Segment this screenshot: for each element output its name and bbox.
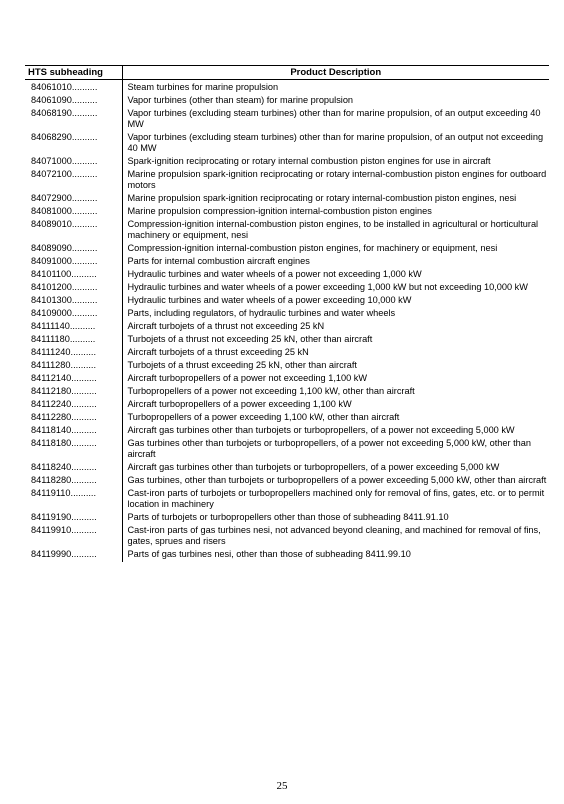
table-row xyxy=(25,308,549,321)
product-description-cell: Turbojets of a thrust not exceeding 25 kN, other than aircraft xyxy=(127,334,373,344)
product-description-cell: Hydraulic turbines and water wheels of a power not exceeding 1,000 kW xyxy=(127,269,422,279)
hts-code-cell: 84071000.......... xyxy=(25,156,122,169)
product-description-cell: Parts of gas turbines nesi, other than those of subheading 8411.99.10 xyxy=(127,549,411,559)
table-row xyxy=(25,334,549,347)
table-row xyxy=(25,360,549,373)
hts-code-cell: 84118240.......... xyxy=(25,462,122,475)
hts-code-cell: 84111240.......... xyxy=(25,347,122,360)
hts-code-cell: 84111140.......... xyxy=(25,321,122,334)
hts-code-cell: 84118180.......... xyxy=(25,438,122,462)
product-description-cell: Aircraft gas turbines other than turbojets or turbopropellers, of a power exceeding 5,000 kW xyxy=(127,462,500,472)
product-description-cell: Marine propulsion compression-ignition internal-combustion piston engines xyxy=(127,206,432,216)
table-header xyxy=(25,66,549,80)
table-row xyxy=(25,412,549,425)
table-row xyxy=(25,169,549,193)
product-description-cell: Marine propulsion spark-ignition reciprocating or rotary internal-combustion piston engines for outboard motors xyxy=(127,169,547,190)
table-row xyxy=(25,438,549,462)
product-description-cell: Aircraft turbopropellers of a power not exceeding 1,100 kW xyxy=(127,373,368,383)
product-description-cell: Aircraft turbopropellers of a power exceeding 1,100 kW xyxy=(127,399,352,409)
table-row xyxy=(25,269,549,282)
hts-code-cell: 84068190.......... xyxy=(25,108,122,132)
product-description-cell: Cast-iron parts of turbojets or turbopropellers machined only for removal of fins, gates, etc. or to permit location in machinery xyxy=(127,488,545,509)
table-row xyxy=(25,512,549,525)
product-description-cell: Aircraft gas turbines other than turbojets or turbopropellers, of a power not exceeding 5,000 kW xyxy=(127,425,515,435)
hts-table-container xyxy=(25,65,549,562)
table-row xyxy=(25,321,549,334)
product-description-cell: Compression-ignition internal-combustion piston engines, for machinery or equipment, nesi xyxy=(127,243,498,253)
hts-code-cell: 84118140.......... xyxy=(25,425,122,438)
table-row xyxy=(25,108,549,132)
hts-code-cell: 84112180.......... xyxy=(25,386,122,399)
hts-code-cell: 84119990.......... xyxy=(25,549,122,562)
product-description-cell: Hydraulic turbines and water wheels of a power exceeding 1,000 kW but not exceeding 10,000 kW xyxy=(127,282,528,292)
hts-code-cell: 84118280.......... xyxy=(25,475,122,488)
product-description-cell: Compression-ignition internal-combustion piston engines, to be installed in agricultural or horticultural machinery or equipment, nesi xyxy=(127,219,539,240)
table-body xyxy=(25,80,549,563)
product-description-cell: Aircraft turbojets of a thrust not exceeding 25 kN xyxy=(127,321,325,331)
product-description-cell: Vapor turbines (other than steam) for marine propulsion xyxy=(127,95,354,105)
table-row xyxy=(25,373,549,386)
product-description-cell: Parts for internal combustion aircraft engines xyxy=(127,256,310,266)
table-row xyxy=(25,193,549,206)
table-row xyxy=(25,282,549,295)
table-row xyxy=(25,386,549,399)
product-description-cell: Parts of turbojets or turbopropellers other than those of subheading 8411.91.10 xyxy=(127,512,449,522)
product-description-cell: Aircraft turbojets of a thrust exceeding 25 kN xyxy=(127,347,309,357)
header-row xyxy=(25,66,549,80)
hts-code-cell: 84061090.......... xyxy=(25,95,122,108)
hts-code-cell: 84089010.......... xyxy=(25,219,122,243)
table-row xyxy=(25,256,549,269)
table-row xyxy=(25,425,549,438)
hts-code-cell: 84119910.......... xyxy=(25,525,122,549)
table-row xyxy=(25,475,549,488)
hts-code-cell: 84068290.......... xyxy=(25,132,122,156)
hts-code-cell: 84072900.......... xyxy=(25,193,122,206)
hts-code-cell: 84111180.......... xyxy=(25,334,122,347)
hts-code-cell: 84101300.......... xyxy=(25,295,122,308)
product-description-cell: Parts, including regulators, of hydraulic turbines and water wheels xyxy=(127,308,396,318)
table-row xyxy=(25,132,549,156)
product-description-cell: Hydraulic turbines and water wheels of a power exceeding 10,000 kW xyxy=(127,295,412,305)
product-description-cell: Gas turbines, other than turbojets or turbopropellers of a power exceeding 5,000 kW, other than aircraft xyxy=(127,475,547,485)
product-description-cell: Steam turbines for marine propulsion xyxy=(127,82,279,92)
hts-code-cell: 84061010.......... xyxy=(25,80,122,96)
hts-table xyxy=(25,65,549,562)
product-description-cell: Marine propulsion spark-ignition reciprocating or rotary internal-combustion piston engines, nesi xyxy=(127,193,517,203)
header-hts-subheading: HTS subheading xyxy=(25,66,122,80)
table-row xyxy=(25,399,549,412)
product-description-cell: Spark-ignition reciprocating or rotary internal combustion piston engines for use in aircraft xyxy=(127,156,491,166)
hts-code-cell: 84111280.......... xyxy=(25,360,122,373)
table-row xyxy=(25,488,549,512)
table-row xyxy=(25,295,549,308)
hts-code-cell: 84072100.......... xyxy=(25,169,122,193)
table-row xyxy=(25,525,549,549)
hts-code-cell: 84089090.......... xyxy=(25,243,122,256)
hts-code-cell: 84101100.......... xyxy=(25,269,122,282)
product-description-cell: Gas turbines other than turbojets or turbopropellers, of a power not exceeding 5,000 kW, other than aircraft xyxy=(127,438,531,459)
header-product-description: Product Description xyxy=(122,66,549,80)
table-row xyxy=(25,219,549,243)
table-row xyxy=(25,347,549,360)
product-description-cell: Turbojets of a thrust exceeding 25 kN, other than aircraft xyxy=(127,360,357,370)
product-description-cell: Cast-iron parts of gas turbines nesi, not advanced beyond cleaning, and machined for removal of fins, gates, sprues and risers xyxy=(127,525,541,546)
table-row xyxy=(25,243,549,256)
product-description-cell: Vapor turbines (excluding steam turbines) other than for marine propulsion, of an output not exceeding 40 MW xyxy=(127,132,544,153)
table-row xyxy=(25,156,549,169)
table-row xyxy=(25,206,549,219)
hts-code-cell: 84119190.......... xyxy=(25,512,122,525)
hts-code-cell: 84101200.......... xyxy=(25,282,122,295)
hts-code-cell: 84112140.......... xyxy=(25,373,122,386)
hts-code-cell: 84109000.......... xyxy=(25,308,122,321)
hts-code-cell: 84081000.......... xyxy=(25,206,122,219)
hts-code-cell: 84091000.......... xyxy=(25,256,122,269)
table-row xyxy=(25,549,549,562)
table-row xyxy=(25,95,549,108)
hts-code-cell: 84112240.......... xyxy=(25,399,122,412)
hts-code-cell: 84112280.......... xyxy=(25,412,122,425)
product-description-cell: Vapor turbines (excluding steam turbines) other than for marine propulsion, of an output exceeding 40 MW xyxy=(127,108,541,129)
table-row xyxy=(25,80,549,96)
table-row xyxy=(25,462,549,475)
product-description-cell: Turbopropellers of a power exceeding 1,100 kW, other than aircraft xyxy=(127,412,400,422)
page-number: 25 xyxy=(276,780,288,792)
hts-code-cell: 84119110.......... xyxy=(25,488,122,512)
product-description-cell: Turbopropellers of a power not exceeding 1,100 kW, other than aircraft xyxy=(127,386,415,396)
